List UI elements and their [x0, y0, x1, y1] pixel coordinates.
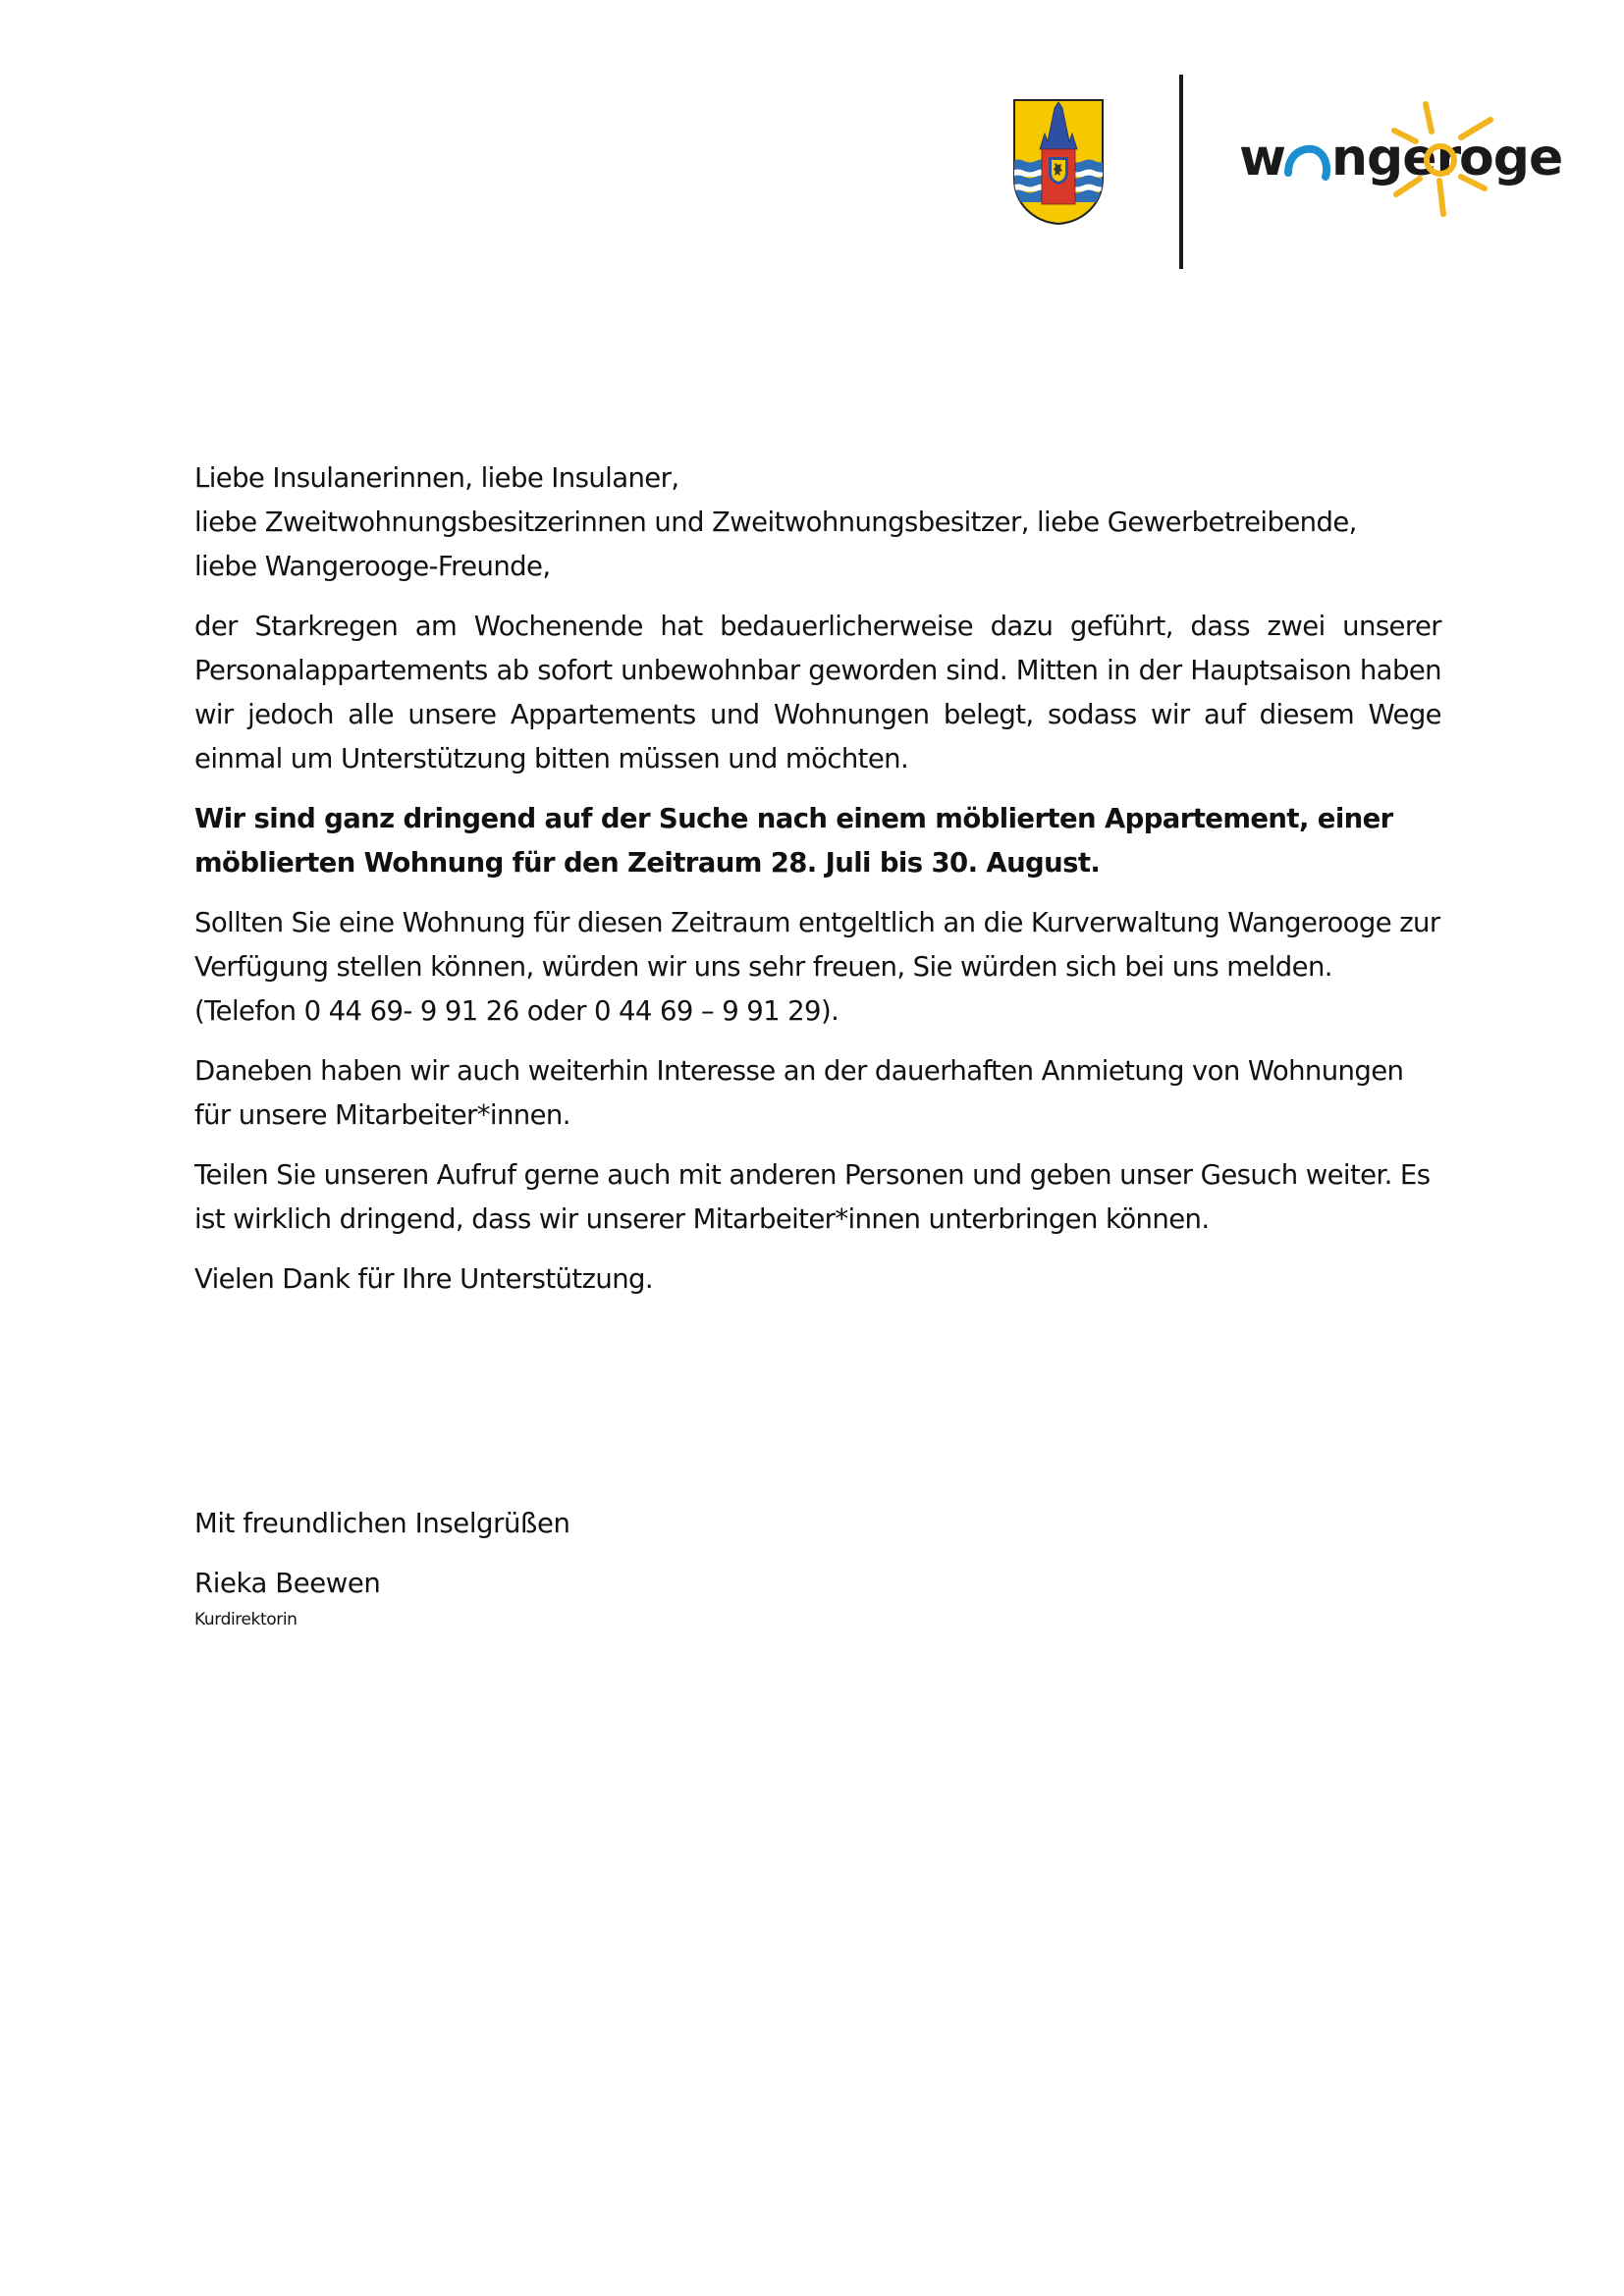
- svg-text:w: w: [1239, 129, 1286, 187]
- signature-block: [194, 1502, 570, 1631]
- letter-body: [194, 456, 1441, 1317]
- paragraph-share: Teilen Sie unseren Aufruf gerne auch mit anderen Personen und geben unser Gesuch weiter. Es ist wirklich dringend, dass wir unserer Mitarbeiter*innen unterbringen können.: [194, 1159, 1431, 1235]
- svg-text:nger: nger: [1331, 129, 1461, 187]
- closing-greeting: Mit freundlichen Inselgrüßen: [194, 1508, 570, 1539]
- salutation-line: liebe Zweitwohnungsbesitzerinnen und Zweitwohnungsbesitzer, liebe Gewerbetreibende,: [194, 507, 1357, 538]
- paragraph-situation: der Starkregen am Wochenende hat bedauerlicherweise dazu geführt, dass zwei unserer Personalappartements ab sofort unbewohnbar geworden sind. Mitten in der Hauptsaison haben wir jedoch alle unsere Appartements und Wohnungen belegt, sodass wir auf diesem Wege einmal um Unterstützung bitten müssen und möchten.: [194, 611, 1441, 774]
- coat-of-arms-icon: [1012, 98, 1105, 226]
- wangerooge-logo: [1239, 98, 1573, 226]
- signer-title: Kurdirektorin: [194, 1610, 298, 1629]
- letterhead: [0, 0, 1624, 294]
- header-divider: [1179, 75, 1183, 269]
- paragraph-contact: Sollten Sie eine Wohnung für diesen Zeitraum entgeltlich an die Kurverwaltung Wangerooge zur Verfügung stellen können, würden wir uns sehr freuen, Sie würden sich bei uns melden. (Telefon 0 44 69- 9 91 26 oder 0 44 69 – 9 91 29).: [194, 907, 1440, 1027]
- paragraph-longterm: Daneben haben wir auch weiterhin Interesse an der dauerhaften Anmietung von Wohnungen für unsere Mitarbeiter*innen.: [194, 1055, 1404, 1131]
- svg-text:oge: oge: [1459, 129, 1563, 187]
- salutation-line: Liebe Insulanerinnen, liebe Insulaner,: [194, 462, 679, 494]
- salutation: [194, 456, 1441, 589]
- paragraph-request: Wir sind ganz dringend auf der Suche nach einem möblierten Appartement, einer möblierten Wohnung für den Zeitraum 28. Juli bis 30. August.: [194, 803, 1393, 879]
- paragraph-thanks: Vielen Dank für Ihre Unterstützung.: [194, 1263, 654, 1295]
- salutation-line: liebe Wangerooge-Freunde,: [194, 551, 551, 582]
- signer-name: Rieka Beewen: [194, 1568, 381, 1599]
